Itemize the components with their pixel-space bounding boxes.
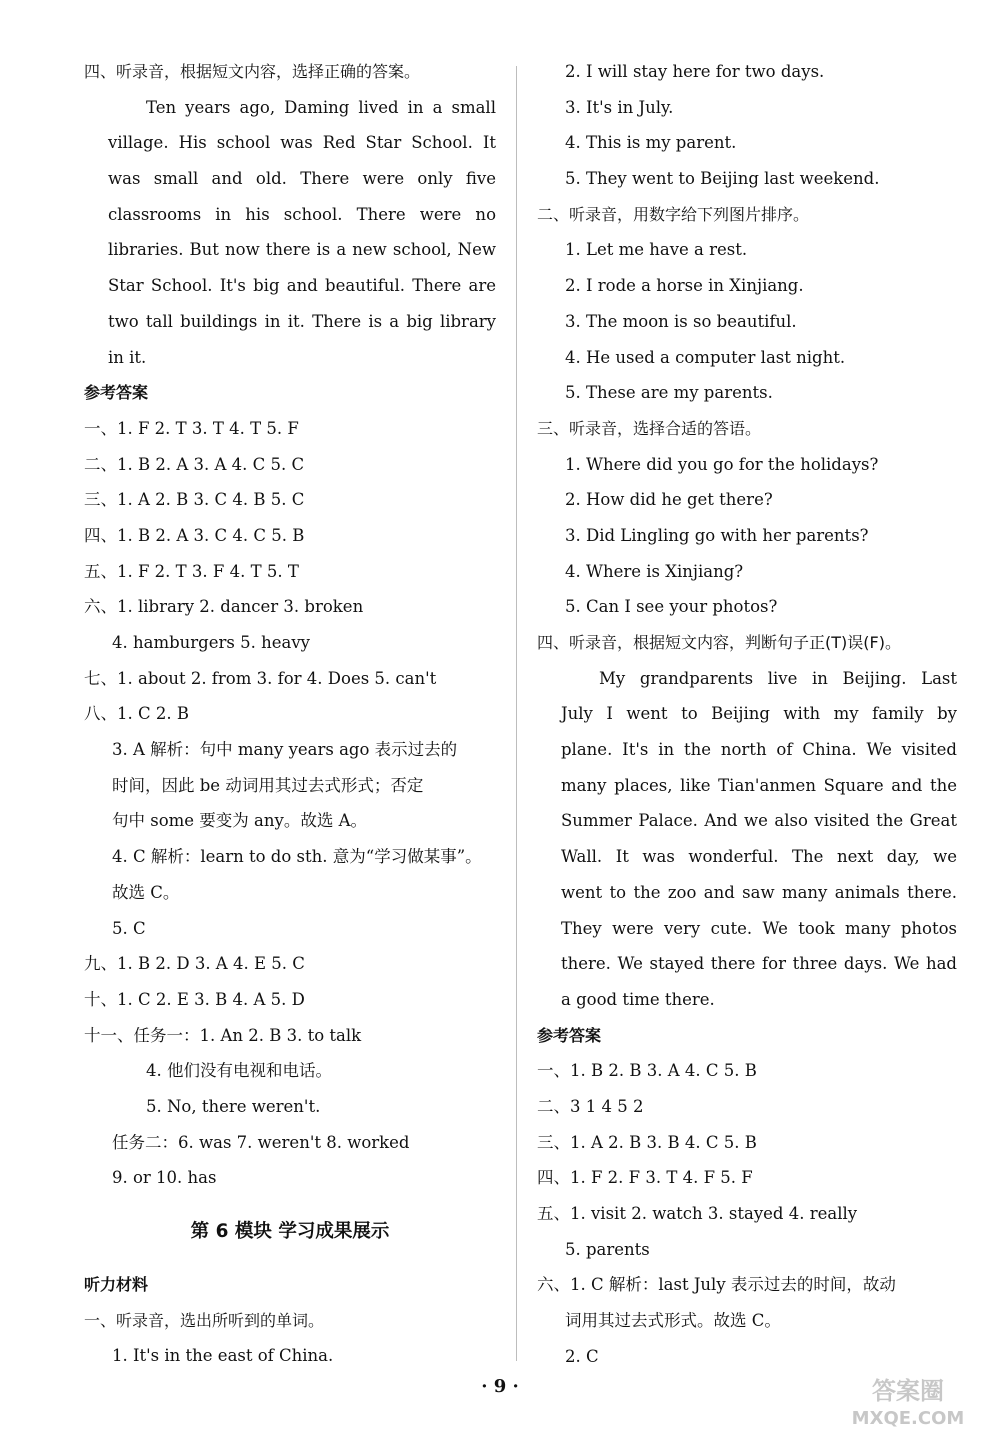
left-line: 五、1. F 2. T 3. F 4. T 5. T <box>84 561 299 581</box>
left-line: village. His school was Red Star School. It <box>108 133 496 153</box>
left-line: 时间，因此 be 动词用其过去式形式；否定 <box>112 775 424 795</box>
left-line: 二、1. B 2. A 3. A 4. C 5. C <box>84 454 305 474</box>
right-line: 二、3 1 4 5 2 <box>537 1096 644 1116</box>
right-line: 2. I rode a horse in Xinjiang. <box>565 276 804 296</box>
page-number: · 9 · <box>481 1376 519 1397</box>
left-line: 5. No, there weren't. <box>146 1096 321 1116</box>
left-column <box>84 54 496 1374</box>
left-line: 十、1. C 2. E 3. B 4. A 5. D <box>84 989 305 1009</box>
left-line: 一、听录音，选出所听到的单词。 <box>84 1310 325 1330</box>
left-line: 句中 some 要变为 any。故选 A。 <box>112 811 367 831</box>
right-line: 三、1. A 2. B 3. B 4. C 5. B <box>537 1132 757 1152</box>
right-line: 一、1. B 2. B 3. A 4. C 5. B <box>537 1061 757 1081</box>
left-line: Ten years ago, Daming lived in a small <box>146 97 496 117</box>
left-line: in it. <box>108 347 147 367</box>
left-line: 十一、任务一：1. An 2. B 3. to talk <box>84 1025 362 1045</box>
right-line: Wall. It was wonderful. The next day, we <box>561 847 957 867</box>
watermark-logo <box>828 1369 988 1431</box>
right-line: 1. Let me have a rest. <box>565 240 748 260</box>
left-line: 三、1. A 2. B 3. C 4. B 5. C <box>84 490 305 510</box>
left-line: libraries. But now there is a new school, New <box>108 240 496 260</box>
right-line: 5. parents <box>565 1239 650 1259</box>
left-line: 4. hamburgers 5. heavy <box>112 633 310 652</box>
right-line: 4. He used a computer last night. <box>565 347 846 367</box>
right-line: Summer Palace. And we also visited the Great <box>561 811 957 831</box>
left-line: 第 6 模块 学习成果展示 <box>190 1221 390 1242</box>
left-line: 5. C <box>112 918 146 938</box>
left-line: 9. or 10. has <box>112 1168 217 1188</box>
right-line: 2. I will stay here for two days. <box>565 62 825 81</box>
left-line: 任务二：6. was 7. weren't 8. worked <box>112 1132 410 1152</box>
right-line: 4. This is my parent. <box>565 133 737 153</box>
left-line: Star School. It's big and beautiful. There are <box>108 276 496 296</box>
right-line: 2. C <box>565 1346 599 1366</box>
right-line: 四、1. F 2. F 3. T 4. F 5. F <box>537 1168 753 1188</box>
left-line: 听力材料 <box>84 1275 149 1294</box>
left-line: 1. It's in the east of China. <box>112 1346 334 1366</box>
left-line: 八、1. C 2. B <box>84 704 189 724</box>
right-line: 词用其过去式形式。故选 C。 <box>565 1311 781 1331</box>
right-column <box>537 54 957 1374</box>
right-line: 六、1. C 解析：last July 表示过去的时间，故动 <box>537 1275 896 1295</box>
left-line: 九、1. B 2. D 3. A 4. E 5. C <box>84 954 305 974</box>
left-line: 参考答案 <box>84 383 149 403</box>
right-line: 2. How did he get there? <box>565 490 773 510</box>
left-line: was small and old. There were only five <box>108 169 496 189</box>
right-line: 1. Where did you go for the holidays? <box>565 454 879 474</box>
right-line: 参考答案 <box>537 1025 602 1045</box>
right-line: My grandparents live in Beijing. Last <box>599 668 957 688</box>
right-line: 4. Where is Xinjiang? <box>565 561 744 581</box>
right-line: They were very cute. We took many photos <box>561 918 957 938</box>
right-line: July I went to Beijing with my family by <box>561 704 957 724</box>
left-line: 故选 C。 <box>112 882 180 902</box>
right-line: 五、1. visit 2. watch 3. stayed 4. really <box>537 1204 858 1223</box>
right-line: went to the zoo and saw many animals there. <box>561 882 957 902</box>
right-line: 3. Did Lingling go with her parents? <box>565 525 869 545</box>
right-line: many places, like Tian'anmen Square and the <box>561 775 957 795</box>
left-line: classrooms in his school. There were no <box>108 204 496 224</box>
right-line: 5. Can I see your photos? <box>565 597 778 617</box>
watermark-title: 答案圈 <box>872 1377 944 1405</box>
right-line: a good time there. <box>561 989 715 1009</box>
left-line: 四、1. B 2. A 3. C 4. C 5. B <box>84 525 305 545</box>
right-line: plane. It's in the north of China. We visited <box>561 740 957 760</box>
right-line: 四、听录音，根据短文内容，判断句子正(T)误(F)。 <box>537 633 901 652</box>
left-line: 六、1. library 2. dancer 3. broken <box>84 597 364 617</box>
right-line: 3. The moon is so beautiful. <box>565 311 797 331</box>
left-line: 4. C 解析：learn to do sth. 意为“学习做某事”。 <box>112 847 482 867</box>
left-line: 一、1. F 2. T 3. T 4. T 5. F <box>84 418 299 438</box>
right-line: 二、听录音，用数字给下列图片排序。 <box>537 204 810 224</box>
left-line: 4. 他们没有电视和电话。 <box>146 1061 332 1081</box>
left-line: 3. A 解析：句中 many years ago 表示过去的 <box>112 740 458 760</box>
right-line: 5. These are my parents. <box>565 383 773 403</box>
right-line: 三、听录音，选择合适的答语。 <box>537 418 762 438</box>
left-line: two tall buildings in it. There is a big library <box>108 311 496 331</box>
right-line: there. We stayed there for three days. We had <box>561 954 957 974</box>
right-line: 3. It's in July. <box>565 97 674 117</box>
column-divider <box>516 66 517 1361</box>
watermark-url: MXQE.COM <box>851 1408 965 1429</box>
right-line: 5. They went to Beijing last weekend. <box>565 169 880 189</box>
left-line: 四、听录音，根据短文内容，选择正确的答案。 <box>84 62 421 81</box>
left-line: 七、1. about 2. from 3. for 4. Does 5. can't <box>84 668 437 688</box>
